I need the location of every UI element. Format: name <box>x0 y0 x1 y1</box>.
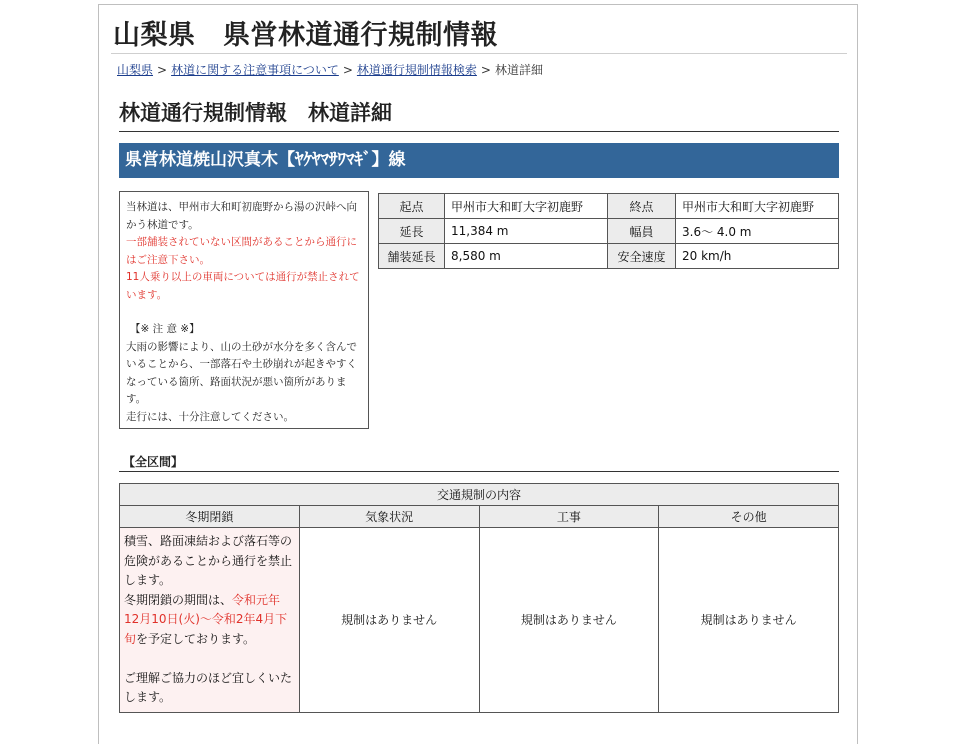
weather-regulation-cell: 規制はありません <box>299 528 479 713</box>
breadcrumb-separator: > <box>157 63 168 77</box>
winter-closure-reason: 積雪、路面凍結および落石等の危険があることから通行を禁止します。 <box>124 534 293 587</box>
breadcrumb-separator: > <box>480 63 491 77</box>
notice-caution-end: 走行には、十分注意してください。 <box>126 410 294 423</box>
column-header-construction: 工事 <box>479 506 659 528</box>
notice-description: 当林道は、甲州市大和町初鹿野から湯の沢峠へ向かう林道です。 <box>126 201 357 231</box>
spec-value-paved: 8,580 m <box>445 244 608 269</box>
winter-closure-cell <box>120 528 300 713</box>
table-row <box>379 219 839 244</box>
regulation-header: 交通規制の内容 <box>120 484 839 506</box>
section-divider <box>119 471 839 472</box>
breadcrumb <box>117 61 543 78</box>
table-row <box>120 506 839 528</box>
table-row <box>379 194 839 219</box>
regulation-table <box>119 483 839 713</box>
spec-value-start: 甲州市大和町大字初鹿野 <box>445 194 608 219</box>
page-container <box>98 4 858 744</box>
column-header-weather: 気象状況 <box>299 506 479 528</box>
notice-caution-body: 大雨の影響により、山の土砂が水分を多く含んでいることから、一部落石や土砂崩れが起きやすくなっている箇所、路面状況が悪い箇所があります。 <box>126 340 357 405</box>
other-regulation-cell: 規制はありません <box>659 528 839 713</box>
table-row <box>120 484 839 506</box>
table-row <box>120 528 839 713</box>
section-label-all: 【全区間】 <box>123 455 184 469</box>
spec-value-speed: 20 km/h <box>676 244 839 269</box>
breadcrumb-separator: > <box>342 63 353 77</box>
spec-value-end: 甲州市大和町大字初鹿野 <box>676 194 839 219</box>
road-spec-table <box>378 193 839 269</box>
winter-closure-period: 令和元年12月10日(火)～令和2年4月下旬 <box>124 592 288 646</box>
road-name-banner: 県営林道焼山沢真木【ﾔｹﾔﾏｻﾜﾏｷﾞ】線 <box>119 143 839 178</box>
page-heading: 林道通行規制情報 林道詳細 <box>119 97 839 132</box>
column-header-winter: 冬期閉鎖 <box>120 506 300 528</box>
spec-label-paved: 舗装延長 <box>379 244 445 269</box>
breadcrumb-link-yamanashi[interactable]: 山梨県 <box>117 63 154 77</box>
column-header-other: その他 <box>659 506 839 528</box>
winter-closure-thanks: ご理解ご協力のほど宜しくいたします。 <box>124 670 293 704</box>
notice-warning-unpaved: 一部舗装されていない区間があることから通行にはご注意下さい。 <box>126 236 357 266</box>
title-divider <box>111 53 847 54</box>
spec-label-end: 終点 <box>608 194 676 219</box>
breadcrumb-current: 林道詳細 <box>494 63 543 77</box>
spec-label-width: 幅員 <box>608 219 676 244</box>
site-title: 山梨県 県営林道通行規制情報 <box>113 20 498 51</box>
spec-label-length: 延長 <box>379 219 445 244</box>
road-notice-box <box>119 191 369 429</box>
breadcrumb-link-forest-road-notes[interactable]: 林道に関する注意事項について <box>171 63 339 77</box>
table-row <box>379 244 839 269</box>
winter-closure-period-outro: を予定しております。 <box>136 631 256 646</box>
spec-value-width: 3.6～ 4.0 m <box>676 219 839 244</box>
notice-caution-title: 【※ 注 意 ※】 <box>130 323 200 335</box>
construction-regulation-cell: 規制はありません <box>479 528 659 713</box>
breadcrumb-link-regulation-search[interactable]: 林道通行規制情報検索 <box>356 63 477 77</box>
notice-spacer <box>126 304 362 321</box>
winter-closure-period-intro: 冬期閉鎖の期間は、 <box>124 592 233 607</box>
spec-value-length: 11,384 m <box>445 219 608 244</box>
spec-label-speed: 安全速度 <box>608 244 676 269</box>
spec-label-start: 起点 <box>379 194 445 219</box>
notice-warning-vehicle: 11人乗り以上の車両については通行が禁止されています。 <box>126 271 360 301</box>
